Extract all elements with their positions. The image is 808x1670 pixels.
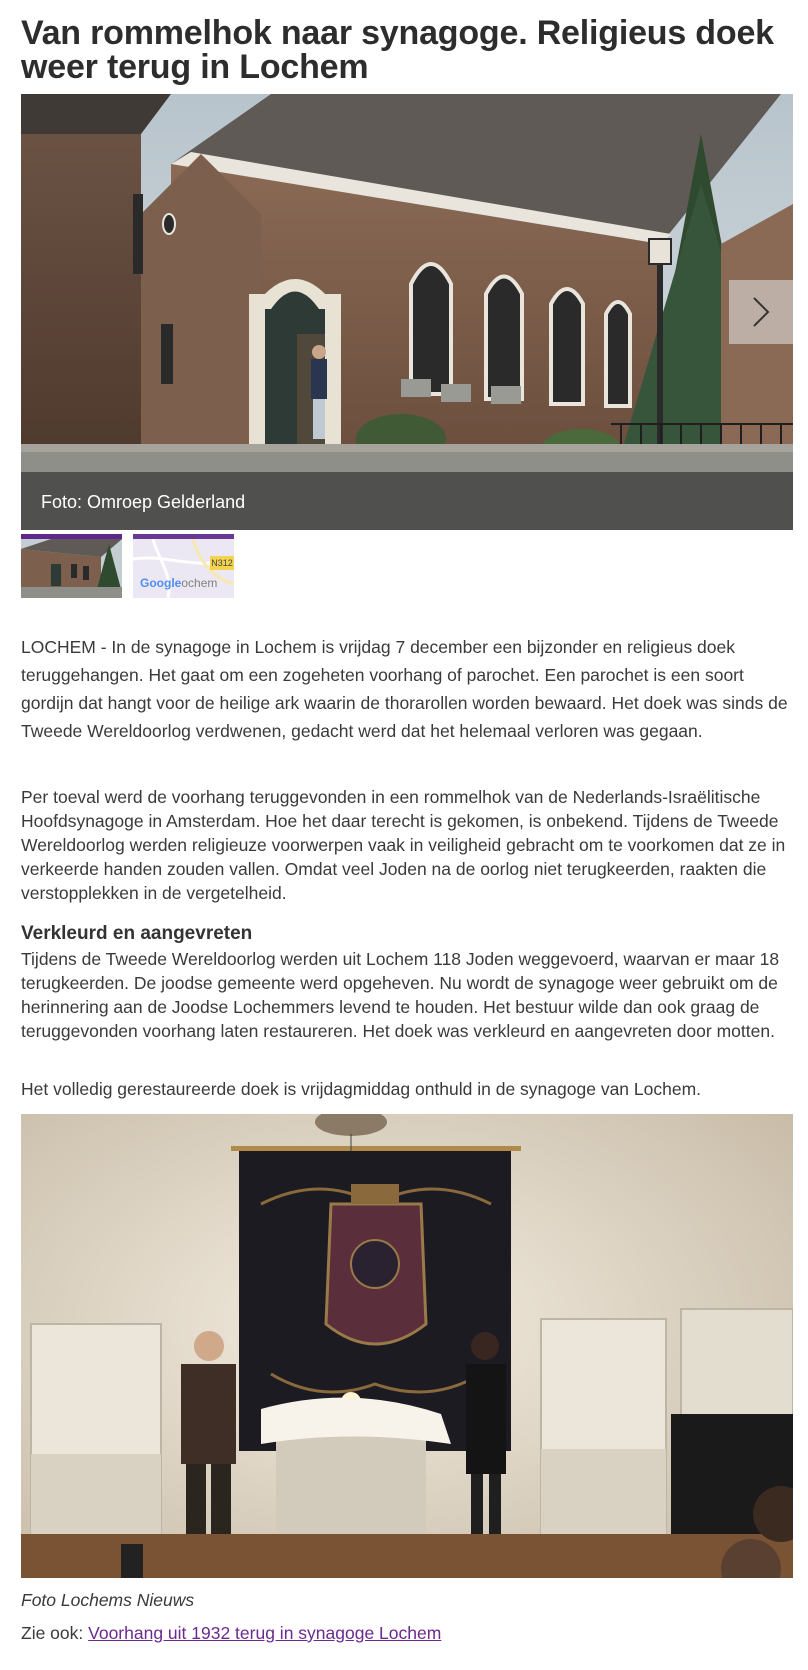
map-label xyxy=(140,576,217,590)
gallery-next-button[interactable] xyxy=(729,280,793,344)
see-also xyxy=(21,1621,441,1645)
thumbnail-map[interactable] xyxy=(133,534,234,598)
photo-credit: Foto Lochems Nieuws xyxy=(21,1590,195,1610)
article-lead: LOCHEM - In de synagoge in Lochem is vrijdag 7 december een bijzonder en religieus doek teruggehangen. Het gaat om een zogeheten voorhang of parochet. Een parochet is een soort gordijn dat hangt voor de heilige ark waarin de thorarollen worden bewaard. Het doek was sinds de Tweede Wereldoorlog verdwenen, gedacht werd dat het helemaal verloren was gegaan. xyxy=(21,637,788,741)
chevron-right-icon xyxy=(750,295,772,329)
gallery-thumbnails xyxy=(21,534,793,598)
article-image xyxy=(21,1114,793,1578)
synagogue-photo xyxy=(21,94,793,530)
google-logo: Google xyxy=(140,576,182,590)
unveiling-photo xyxy=(21,1114,793,1578)
see-also-prefix: Zie ook: xyxy=(21,1623,89,1643)
thumbnail-photo[interactable] xyxy=(21,534,122,598)
map-road-label: N312 xyxy=(211,558,233,568)
article-paragraph: Per toeval werd de voorhang teruggevonden in een rommelhok van de Nederlands-Israëlitische Hoofdsynagoge in Amsterdam. Hoe het daar terecht is gekomen, is onbekend. Tijdens de Tweede Wereldoorlog werden religieuze voorwerpen vaak in veiligheid gebracht om te voorkomen dat ze in verkeerde handen zouden vallen. Omdat veel Joden na de oorlog niet terugkeerden, raakten die verstopplekken in de vergetelheid. xyxy=(21,787,786,903)
photo-caption: Foto: Omroep Gelderland xyxy=(41,492,246,512)
gallery-main-image[interactable] xyxy=(21,94,793,530)
thumbnail-synagogue-image xyxy=(21,539,122,598)
map-place-name: ochem xyxy=(181,576,218,590)
article-paragraph: Het volledig gerestaureerde doek is vrijdagmiddag onthuld in de synagoge van Lochem. xyxy=(21,1079,702,1099)
article-subheading: Verkleurd en aangevreten xyxy=(21,923,253,944)
see-also-link[interactable]: Voorhang uit 1932 terug in synagoge Lochem xyxy=(88,1623,442,1643)
article-paragraph: Tijdens de Tweede Wereldoorlog werden uit Lochem 118 Joden weggevoerd, waarvan er maar 18 terugkeerden. De joodse gemeente werd opgeheven. Nu wordt de synagoge weer gebruikt om de herinnering aan de Joodse Lochemmers levend te houden. Het bestuur wilde dan ook graag de teruggevonden voorhang laten restaureren. Het doek was verkleurd en aangevreten door motten. xyxy=(21,949,780,1041)
article-title: Van rommelhok naar synagoge. Religieus doek weer terug in Lochem xyxy=(21,14,774,86)
